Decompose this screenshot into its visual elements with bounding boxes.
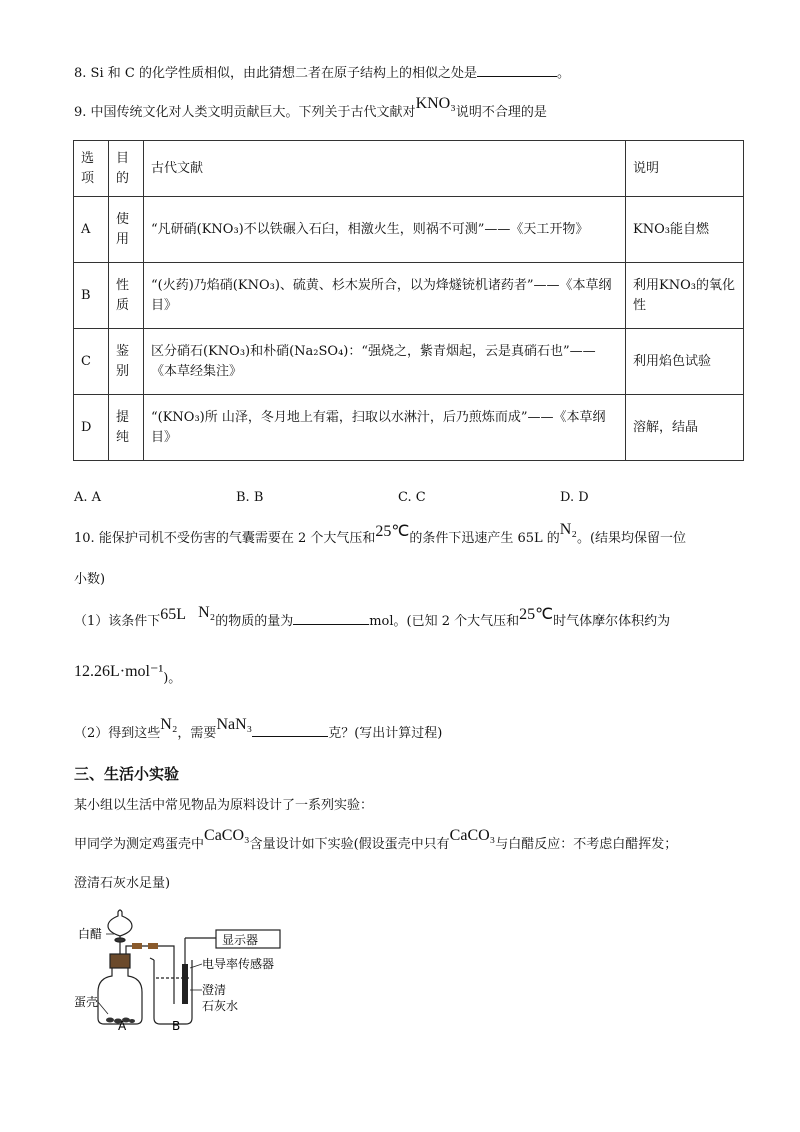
caco3-formula: CaCO₃ [204,827,250,844]
row-explanation: KNO₃能自燃 [626,197,744,263]
q10-p1-gas: N₂ [198,604,216,621]
row-purpose: 鉴别 [109,329,144,395]
row-literature: “(火药)乃焰硝(KNO₃)、硫黄、杉木炭所合，以为烽燧铳机诸药者”——《本草纲目》 [144,263,626,329]
q10-part-2: （2）得到这些N₂，需要NaN₃克？(写出计算过程) [74,716,443,741]
row-literature: “(KNO₃)所 山泽，冬月地上有霜，扫取以水淋汁，后乃煎炼而成”——《本草纲目》 [144,395,626,461]
row-purpose: 性质 [109,263,144,329]
table-row [74,329,744,395]
section-3-title: 三、生活小实验 [74,765,180,783]
q10-p2-gas: N₂ [160,716,178,733]
label-b: B [172,1019,181,1032]
row-option: C [74,329,109,395]
q9-options [74,488,589,508]
label-vinegar: 白醋 [78,927,103,941]
option-b[interactable]: B. B [236,490,264,505]
row-option: B [74,263,109,329]
header-explanation: 说明 [626,141,744,197]
label-eggshell: 蛋壳 [74,995,99,1009]
option-a[interactable]: A. A [74,490,102,505]
section-3-line-2: 澄清石灰水足量) [74,876,171,891]
q8-text: Si 和 C 的化学性质相似，由此猜想二者在原子结构上的相似之处是 [90,66,477,81]
row-literature: 区分硝石(KNO₃)和朴硝(Na₂SO₄)：“强烧之，紫青烟起，云是真硝石也”——《本草经集注》 [144,329,626,395]
q10-gas: N₂ [559,521,577,538]
option-d[interactable]: D. D [560,490,589,505]
q10-p1-answer-blank[interactable] [293,610,369,625]
experiment-apparatus-diagram [74,906,294,1032]
row-purpose: 提纯 [109,395,144,461]
row-option: D [74,395,109,461]
header-option: 选项 [74,141,109,197]
q10-p2-answer-blank[interactable] [252,722,328,737]
q9-formula: KNO₃ [415,95,456,112]
label-limewater-2: 石灰水 [202,999,239,1013]
q10-part-1: （1）该条件下65L N₂的物质的量为 mol。(已知 2 个大气压和25℃时气体摩尔体积约为 [74,604,671,629]
question-10: 10. 能保护司机不受伤害的气囊需要在 2 个大气压和25℃的条件下迅速产生 65L 的N₂。(结果均保留一位 [74,521,687,546]
table-row [74,395,744,461]
row-literature: “凡研硝(KNO₃)不以铁碾入石臼，相激火生，则祸不可测”——《天工开物》 [144,197,626,263]
option-c[interactable]: C. C [398,490,426,505]
q8-answer-blank[interactable] [477,62,557,77]
q10-molar-volume-value: 12.26L·mol⁻¹ [74,663,164,680]
label-sensor: 电导率传感器 [202,957,275,971]
table-header-row [74,141,744,197]
row-purpose: 使用 [109,197,144,263]
delivery-tube [126,943,174,1004]
row-explanation: 利用KNO₃的氧化性 [626,263,744,329]
q9-table [73,140,744,461]
q8-number: 8. [74,66,87,81]
section-3-line-1: 甲同学为测定鸡蛋壳中CaCO₃含量设计如下实验(假设蛋壳中只有CaCO₃与白醋反应：不考虑白醋挥发； [74,827,678,852]
q10-p2-formula: NaN₃ [216,716,253,733]
header-purpose: 目的 [109,141,144,197]
row-option: A [74,197,109,263]
row-explanation: 溶解，结晶 [626,395,744,461]
q10-volume: 65L [160,606,187,623]
q10-p1-temperature: 25℃ [519,606,554,623]
label-a: A [118,1019,127,1032]
header-literature: 古代文献 [144,141,626,197]
q10-temperature: 25℃ [375,523,410,540]
label-limewater-1: 澄清 [202,983,227,997]
q9-number: 9. [74,105,87,120]
caco3-formula: CaCO₃ [449,827,496,844]
question-8: 8. Si 和 C 的化学性质相似，由此猜想二者在原子结构上的相似之处是 。 [74,62,570,84]
table-row [74,197,744,263]
row-explanation: 利用焰色试验 [626,329,744,395]
q9-text: 中国传统文化对人类文明贡献巨大。下列关于古代文献对 [90,105,416,120]
label-display: 显示器 [222,933,259,947]
question-9: 9. 中国传统文化对人类文明贡献巨大。下列关于古代文献对KNO₃说明不合理的是 [74,95,547,120]
section-3-intro: 某小组以生活中常见物品为原料设计了一系列实验： [74,798,374,813]
q10-number: 10. [74,531,95,546]
flask-a [98,954,142,1024]
q10-line-2: 小数) [74,572,106,587]
table-row [74,263,744,329]
q10-molar-volume: 12.26L·mol⁻¹)。 [74,663,182,686]
